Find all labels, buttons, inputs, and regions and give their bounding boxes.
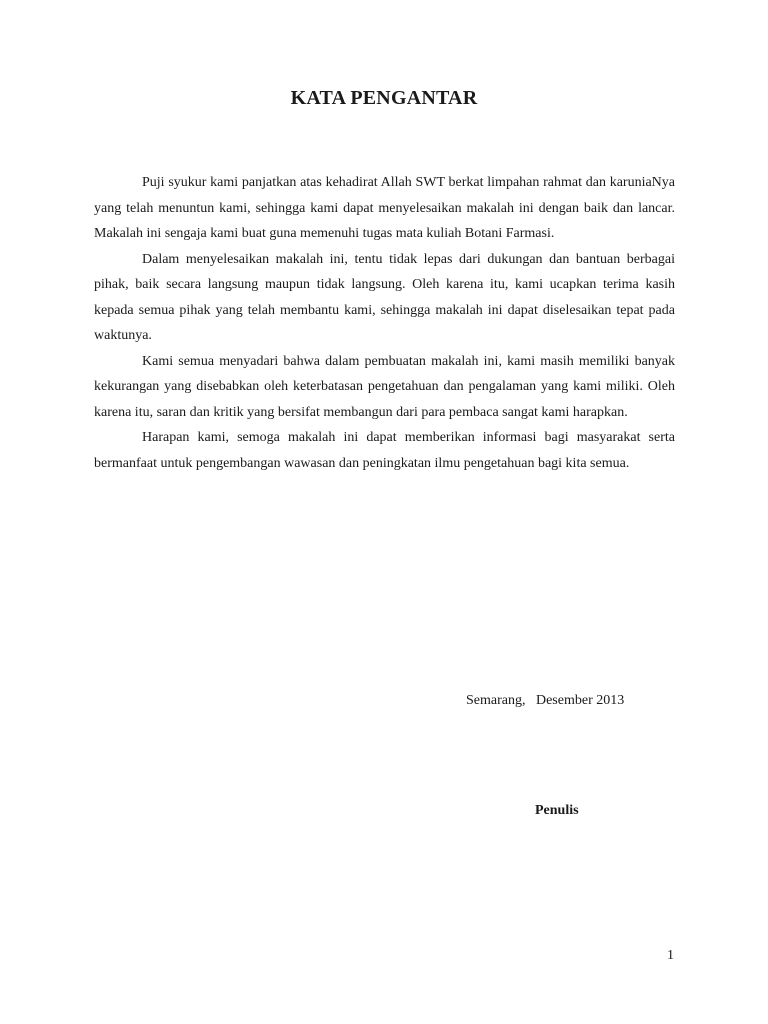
page-number: 1 [667,948,674,963]
paragraph: Harapan kami, semoga makalah ini dapat memberikan informasi bagi masyarakat serta bermanfaat untuk pengembangan wawasan dan peningkatan ilmu pengetahuan bagi kita semua. [94,430,675,471]
author-signature: Penulis [535,803,579,818]
paragraph: Dalam menyelesaikan makalah ini, tentu tidak lepas dari dukungan dan bantuan berbagai pihak, baik secara langsung maupun tidak langsung. Oleh karena itu, kami ucapkan terima kasih kepada semua pihak yang telah membantu kami, sehingga makalah ini dapat diselesaikan tepat pada waktunya. [94,251,675,343]
page-title: KATA PENGANTAR [290,87,478,109]
paragraph: Puji syukur kami panjatkan atas kehadirat Allah SWT berkat limpahan rahmat dan karuniaNya yang telah menuntun kami, sehingga kami dapat menyelesaikan makalah ini dengan baik dan lancar. Makalah ini sengaja kami buat guna memenuhi tugas mata kuliah Botani Farmasi. [94,175,675,241]
paragraph: Kami semua menyadari bahwa dalam pembuatan makalah ini, kami masih memiliki banyak kekurangan yang disebabkan oleh keterbatasan pengetahuan dan pengalaman yang kami miliki. Oleh karena itu, saran dan kritik yang bersifat membangun dari para pembaca sangat kami harapkan. [94,353,675,420]
place-date: Semarang, Desember 2013 [466,693,625,708]
document-body [94,170,675,476]
